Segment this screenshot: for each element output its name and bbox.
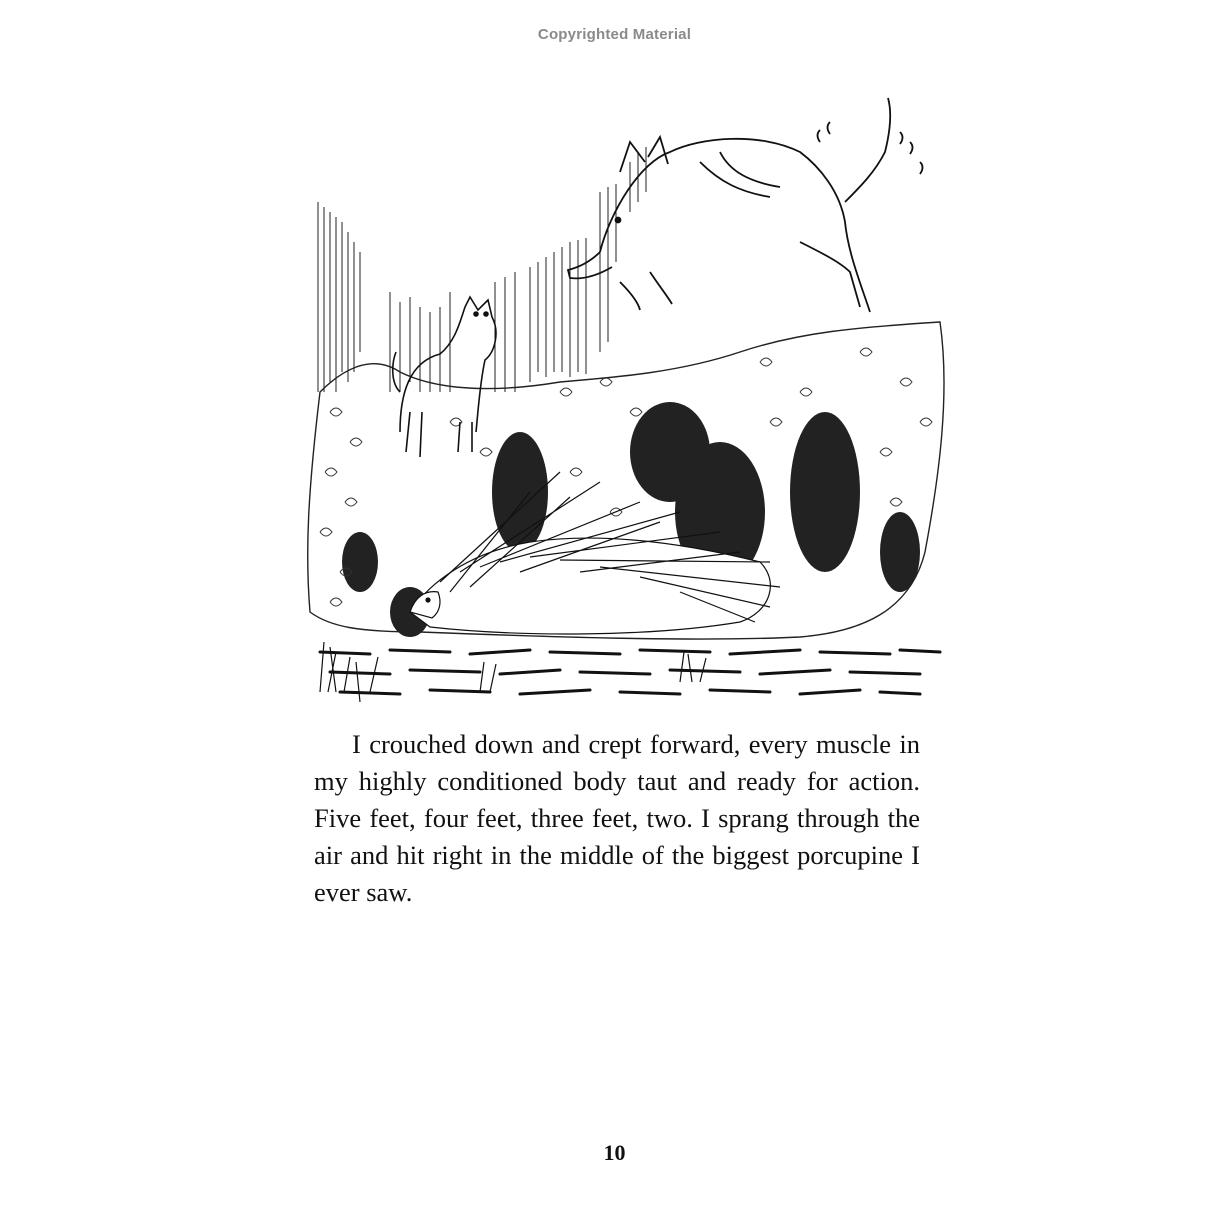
book-illustration [300,92,960,722]
leaping-dog [568,98,923,312]
ground-strokes [320,650,940,694]
page-number: 10 [603,1140,626,1165]
illustration-sketch [300,92,960,722]
background-hatching [318,147,646,392]
copyright-notice: Copyrighted Material [537,26,692,43]
watching-dog [393,297,496,457]
story-paragraph: I crouched down and crept forward, every muscle in my highly conditioned body taut and ready for action. Five feet, four feet, three feet, two. I sprang through the air and hit right in the middle of the biggest porcupine I ever saw. [314,729,920,907]
